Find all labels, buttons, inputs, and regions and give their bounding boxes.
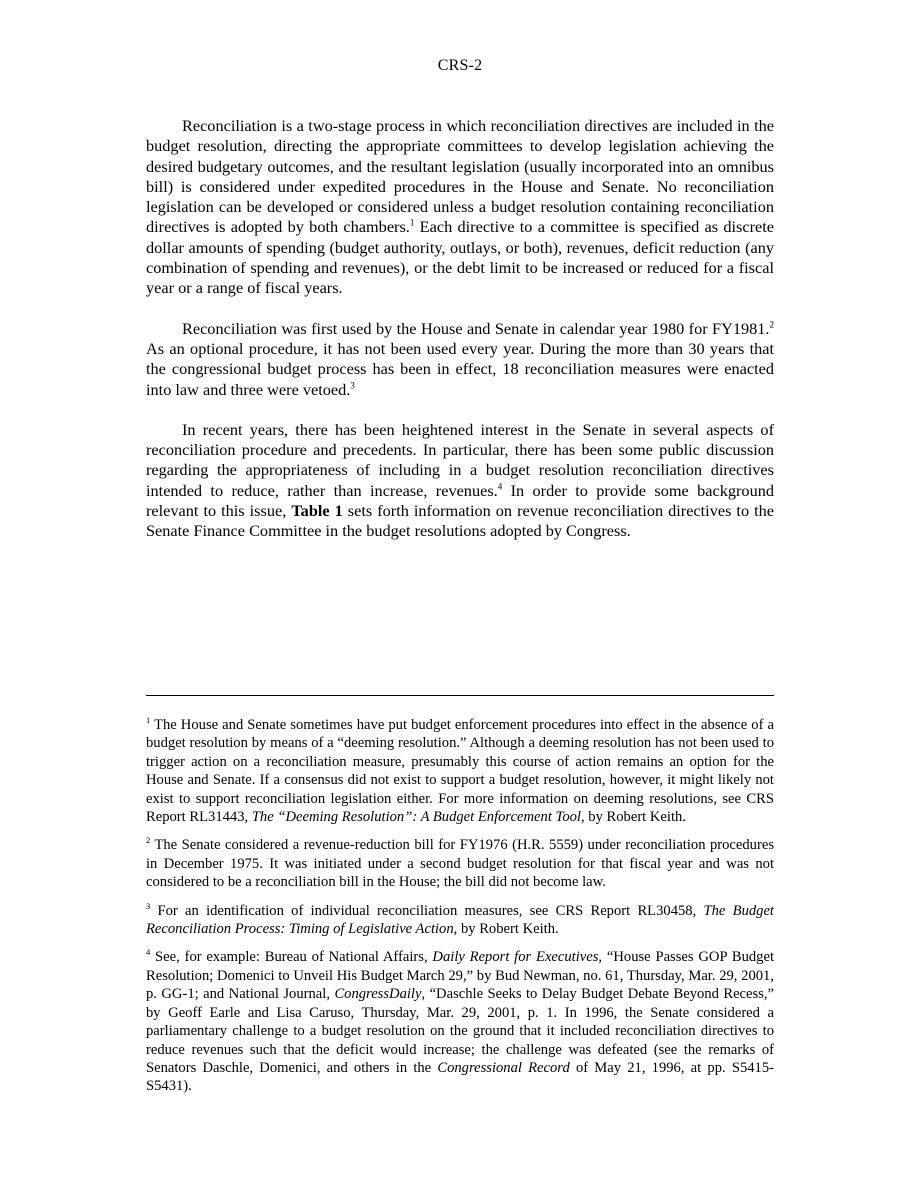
- footnote-3: $^3$ For an identification of individual reconciliation measures, see CRS Report RL30458, The Budget Reconciliation Process: Timing of Legislative Action, by Robert Keith.: [146, 900, 774, 938]
- page-number-header: CRS-2: [437, 57, 483, 74]
- footnote-separator: [146, 695, 774, 696]
- body-text: [146, 116, 774, 562]
- footnote-number: 2: [146, 835, 151, 846]
- publication-title: Daily Report for Executives: [432, 949, 599, 966]
- report-title: The Budget Reconciliation Process: Timing of Legislative Action: [146, 902, 774, 938]
- table-reference: Table 1: [291, 501, 343, 521]
- paragraph-reconciliation-process: Reconciliation is a two-stage process in which reconciliation directives are included in the budget resolution, directing the appropriate committees to develop legislation achieving the desired budgetary outcomes, and the resultant legislation (usually incorporated into an omnibus bill) is considered under expedited procedures in the House and Senate. No reconciliation legislation can be developed or considered unless a budget resolution containing reconciliation directives is adopted by both chambers.$^1$ Each directive to a committee is specified as discrete dollar amounts of spending (budget authority, outlays, or both), revenues, deficit reduction (any combination of spending and revenues), or the debt limit to be increased or reduced for a fiscal year or a range of fiscal years.: [146, 116, 774, 298]
- footnote-ref-4[interactable]: 4: [497, 481, 503, 492]
- report-title: The “Deeming Resolution”: A Budget Enforcement Tool: [251, 809, 581, 826]
- paragraph-recent-interest: In recent years, there has been heightened interest in the Senate in several aspects of reconciliation procedure and precedents. In particular, there has been some public discussion regarding the appropriateness of including in a budget resolution reconciliation directives intended to reduce, rather than increase, revenues.$^4$ In order to provide some background relevant to this issue, Table 1 sets forth information on revenue reconciliation directives to the Senate Finance Committee in the budget resolutions adopted by Congress.: [146, 419, 774, 541]
- footnote-2: $^2$ The Senate considered a revenue-reduction bill for FY1976 (H.R. 5559) under reconciliation procedures in December 1975. It was initiated under a second budget resolution for that fiscal year and was not considered to be a reconciliation bill in the House; the bill did not become law.: [146, 835, 774, 891]
- publication-title: CongressDaily: [334, 986, 422, 1003]
- footnote-number: 3: [146, 900, 151, 911]
- paragraph-first-use: Reconciliation was first used by the House and Senate in calendar year 1980 for FY1981.$^2$ As an optional procedure, it has not been used every year. During the more than 30 years that the congressional budget process has been in effect, 18 reconciliation measures were enacted into law and three were vetoed.$^3$: [146, 318, 774, 399]
- footnote-ref-3[interactable]: 3: [350, 380, 355, 391]
- footnote-number: 1: [146, 715, 151, 726]
- publication-title: Congressional Record: [437, 1059, 570, 1076]
- footnote-ref-2[interactable]: 2: [769, 319, 774, 330]
- footnote-1: $^1$ The House and Senate sometimes have put budget enforcement procedures into effect in the absence of a budget resolution by means of a “deeming resolution.” Although a deeming resolution has not been used to trigger action on a reconciliation measure, presumably this course of action remains an option for the House and Senate. If a consensus did not exist to support a budget resolution, however, it might likely not exist to support reconciliation legislation either. For more information on deeming resolutions, see CRS Report RL31443, The “Deeming Resolution”: A Budget Enforcement Tool, by Robert Keith.: [146, 715, 774, 826]
- footnote-ref-1[interactable]: 1: [409, 218, 415, 229]
- footnote-4: $^4$ See, for example: Bureau of National Affairs, Daily Report for Executives, “House Passes GOP Budget Resolution; Domenici to Unveil His Budget March 29,” by Bud Newman, no. 61, Thursday, Mar. 29, 2001, p. GG-1; and National Journal, CongressDaily, “Daschle Seeks to Delay Budget Debate Beyond Recess,” by Geoff Earle and Lisa Caruso, Thursday, Mar. 29, 2001, p. 1. In 1996, the Senate considered a parliamentary challenge to a budget resolution on the ground that it included reconciliation directives to reduce revenues such that the deficit would increase; the challenge was defeated (see the remarks of Senators Daschle, Domenici, and others in the Congressional Record of May 21, 1996, at pp. S5415-S5431).: [146, 947, 774, 1095]
- footnote-number: 4: [146, 947, 151, 958]
- footnotes: [146, 716, 774, 1106]
